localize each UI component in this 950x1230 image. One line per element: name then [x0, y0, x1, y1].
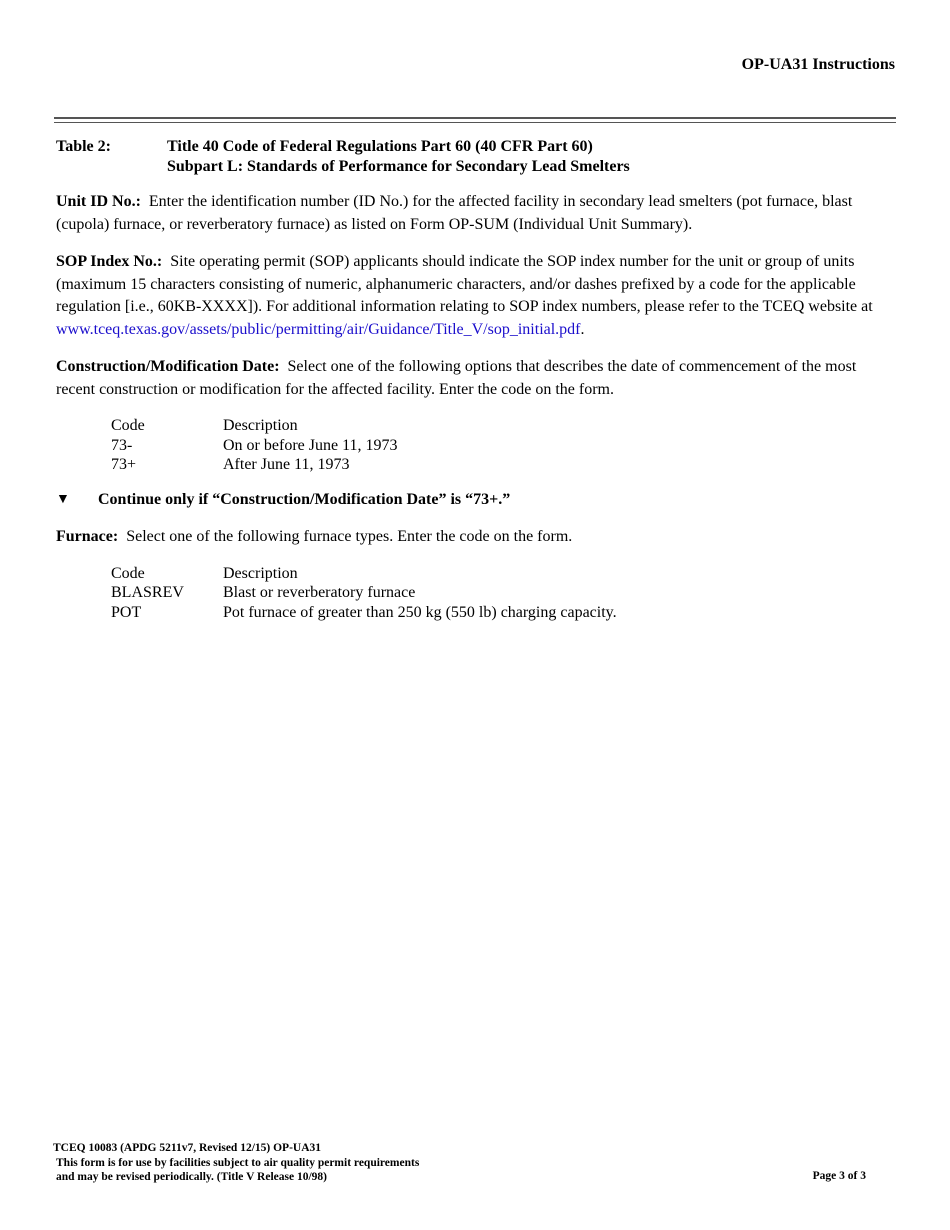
description-cell: Blast or reverberatory furnace	[223, 584, 416, 601]
sop-index-period: .	[580, 320, 585, 338]
code-column-header: Code	[111, 564, 145, 582]
construction-paragraph	[56, 356, 892, 401]
furnace-text: Select one of the following furnace types. Enter the code on the form.	[126, 528, 573, 545]
code-column-header: Code	[111, 417, 145, 434]
sop-index-label: SOP Index No.:	[56, 253, 163, 270]
furnace-label: Furnace:	[56, 528, 119, 545]
footer-line-2: This form is for use by facilities subject to air quality permit requirements	[56, 1156, 420, 1169]
code-cell: 73+	[111, 456, 137, 473]
unit-id-text: Enter the identification number (ID No.) for the affected facility in secondary lead smelters (pot furnace, blast (cupola) furnace, or reverberatory furnace) as listed on Form OP-SUM (Individual Unit Summary).	[56, 193, 853, 233]
unit-id-paragraph	[56, 191, 892, 236]
table-row	[111, 583, 892, 603]
description-cell: Pot furnace of greater than 250 kg (550 lb) charging capacity.	[223, 603, 617, 621]
description-column-header: Description	[223, 564, 298, 582]
furnace-paragraph	[56, 526, 892, 549]
code-table-header	[111, 416, 892, 436]
table-row	[111, 603, 892, 623]
footer-form-info	[53, 1141, 419, 1185]
code-cell: 73-	[111, 436, 133, 454]
table-heading-line1: Title 40 Code of Federal Regulations Part 60 (40 CFR Part 60)	[167, 138, 593, 155]
construction-code-table	[111, 416, 892, 475]
page-header-title: OP-UA31 Instructions	[741, 56, 895, 73]
construction-text: Select one of the following options that describes the date of commencement of the most recent construction or modification for the affected facility. Enter the code on the form.	[56, 358, 857, 398]
table-row	[111, 436, 892, 456]
code-cell: BLASREV	[111, 584, 184, 601]
construction-label: Construction/Modification Date:	[56, 358, 280, 375]
unit-id-label: Unit ID No.:	[56, 193, 141, 210]
table-heading	[56, 137, 892, 177]
footer-line-1: TCEQ 10083 (APDG 5211v7, Revised 12/15) OP-UA31	[53, 1142, 322, 1154]
document-body	[56, 137, 892, 636]
description-cell: On or before June 11, 1973	[223, 436, 398, 454]
code-cell: POT	[111, 603, 142, 621]
sop-index-paragraph	[56, 251, 892, 341]
page-number: Page 3 of 3	[812, 1170, 866, 1182]
table-row	[111, 455, 892, 475]
sop-initial-link[interactable]: www.tceq.texas.gov/assets/public/permitting/air/Guidance/Title_V/sop_initial.pdf	[56, 320, 581, 338]
code-table-header	[111, 564, 892, 584]
description-column-header: Description	[223, 417, 298, 434]
description-cell: After June 11, 1973	[223, 456, 350, 473]
table-heading-label: Table 2:	[56, 138, 111, 155]
triangle-down-icon: ▼	[56, 491, 70, 507]
sop-index-text: Site operating permit (SOP) applicants should indicate the SOP index number for the unit or group of units (maximum 15 characters consisting of numeric, alphanumeric characters, and/or dashes prefixed by a code for the applicable regulation [i.e., 60KB-XXXX]). For additional information relating to SOP index numbers, please refer to the TCEQ website at	[56, 253, 873, 315]
footer-line-3: and may be revised periodically. (Title V Release 10/98)	[56, 1171, 327, 1183]
table-heading-titles	[167, 137, 630, 177]
table-heading-line2: Subpart L: Standards of Performance for Secondary Lead Smelters	[167, 158, 630, 175]
continue-note-text: Continue only if “Construction/Modification Date” is “73+.”	[98, 490, 511, 508]
furnace-code-table	[111, 564, 892, 623]
continue-note	[56, 489, 892, 512]
header-divider	[54, 117, 896, 123]
